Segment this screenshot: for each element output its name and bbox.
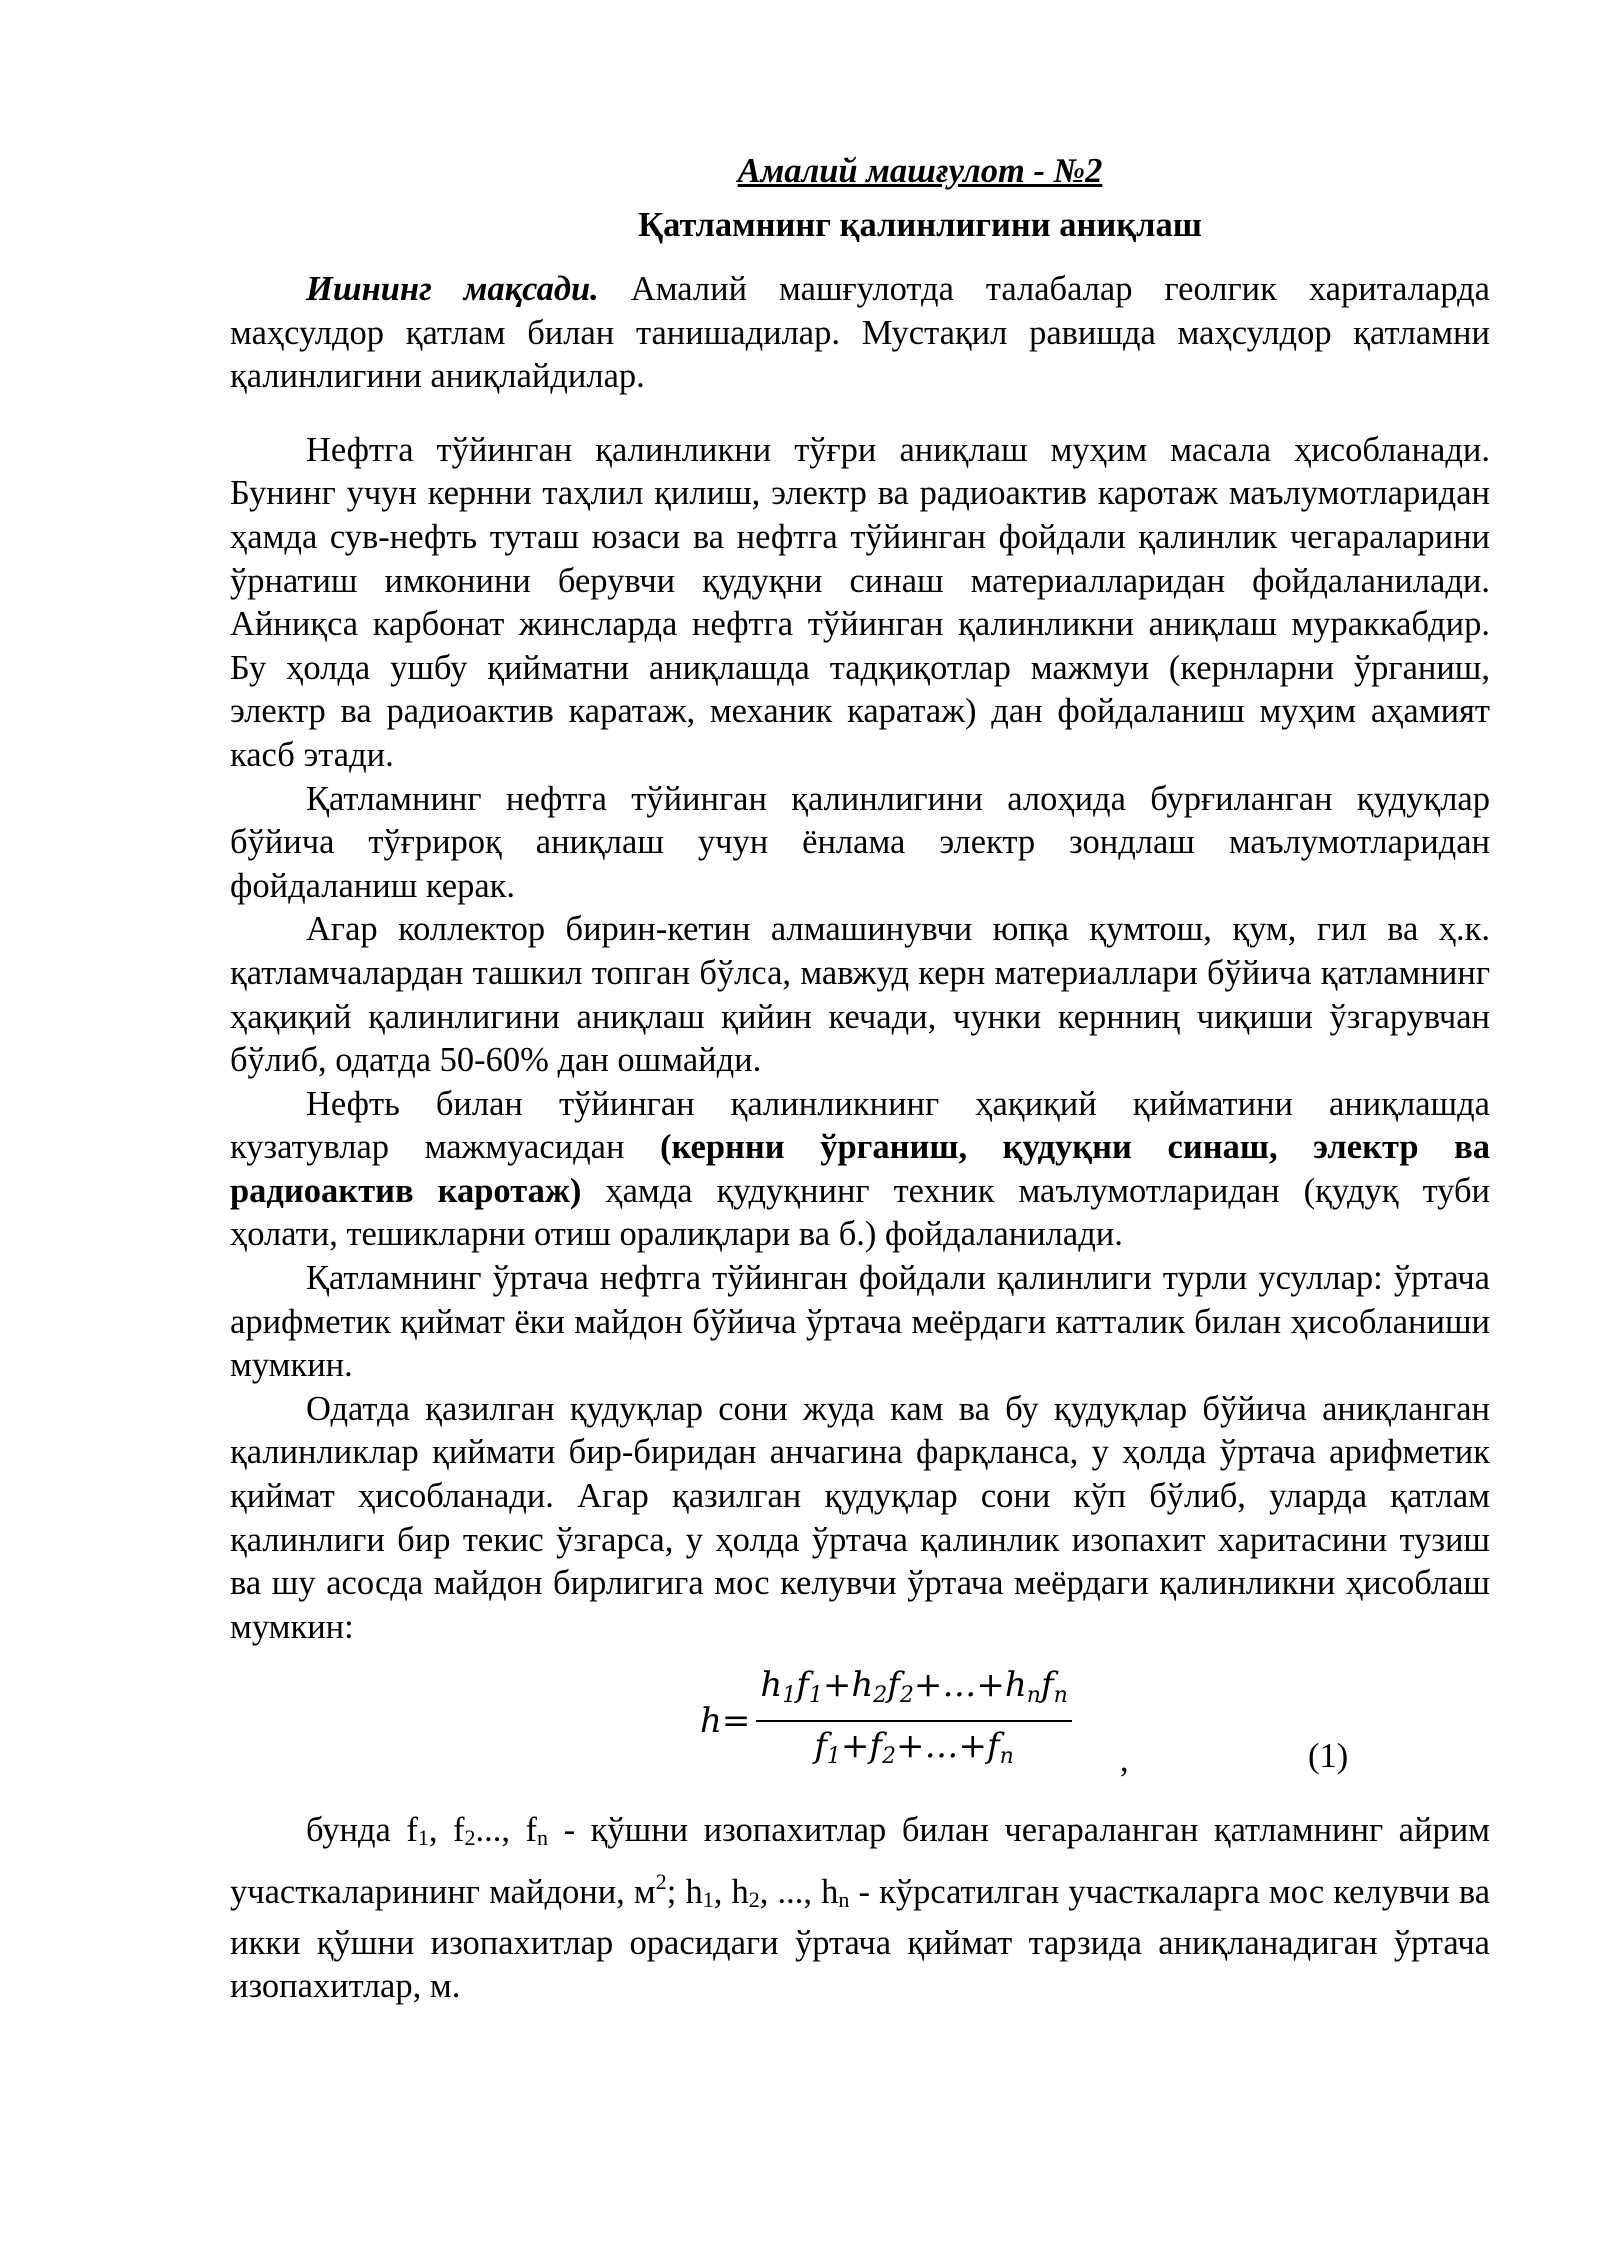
formula-fraction xyxy=(756,1665,1071,1777)
formula-numerator: $h_1f_1+h_2f_2+\dots+h_nf_n$ xyxy=(756,1665,1071,1722)
goal-text: Амалий машғулотда талабалар геолгик хариталарда маҳсулдор қатлам билан танишадилар. Мустақил равишда маҳсулдор қатламни қалинлигини аниқлайдилар. xyxy=(230,270,1490,396)
paragraph-1: Нефтга тўйинган қалинликни тўғри аниқлаш муҳим масала ҳисобланади. Бунинг учун кернни таҳлил қилиш, электр ва радиоактив каротаж маълумотларидан ҳамда сув-нефть туташ юзаси ва нефтга тўйинган фойдали қалинлик чегараларини ўрнатиш имконини берувчи қудуқни синаш материалларидан фойдаланилади. Айниқса карбонат жинсларда нефтга тўйинган қалинликни аниқлаш мураккабдир. Бу ҳолда ушбу қийматни аниқлашда тадқиқотлар мажмуи (кернларни ўрганиш, электр ва радиоактив каратаж, механик каратаж) дан фойдаланиш муҳим аҳамият касб этади. xyxy=(230,430,1490,774)
paragraph-4 xyxy=(230,1083,1490,1257)
practical-title: Амалий машғулот - №2 xyxy=(737,152,1103,190)
paragraph-6: Одатда қазилган қудуқлар сони жуда кам ва бу қудуқлар бўйича аниқланган қалинликлар қиймати бир-биридан анчагина фарқланса, у ҳолда ўртача арифметик қиймат ҳисобланади. Агар қазилган қудуқлар сони кўп бўлиб, уларда қатлам қалинлиги бир текис ўзгарса, у ҳолда ўртача қалинлик изопахит харитасини тузиш ва шу асосда майдон бирлигига мос келувчи ўртача меёрдаги қалинликни ҳисоблаш мумкин: xyxy=(230,1389,1490,1646)
formula-1 xyxy=(700,1665,1072,1770)
formula-lhs: h= xyxy=(700,1700,751,1741)
goal-label: Ишнинг мақсади. xyxy=(306,270,599,308)
goal-paragraph xyxy=(230,268,1490,399)
paragraph-4-bold: (кернни ўрганиш, қудуқни синаш, электр ва радиоактив каротаж) xyxy=(230,1128,1490,1210)
explanation-paragraph: бунда f1, f2..., fn - қўшни изопахитлар билан чегараланган қатламнинг айрим участкаларининг майдони, $м^2$; h1, h2, ..., hn - кўрсатилган участкаларга мос келувчи ва икки қўшни изопахитлар орасидаги ўртача қиймат тарзида аниқланадиган ўртача изопахитлар, м. xyxy=(230,1811,1491,2006)
topic-title: Қатламнинг қалинлигини аниқлаш xyxy=(638,206,1202,244)
paragraph-4-start: Нефть билан тўйинган қалинликнинг ҳақиқий қийматини аниқлашда кузатувлар мажмуасидан xyxy=(230,1084,1490,1167)
formula-denominator: $f_1+f_2+\dots+f_n$ xyxy=(814,1726,1014,1770)
paragraph-4-end: ҳамда қудуқнинг техник маълумотларидан (қудуқ туби ҳолати, тешикларни отиш оралиқлари ва б.) фойдаланилади. xyxy=(230,1171,1490,1254)
paragraph-5: Қатламнинг ўртача нефтга тўйинган фойдали қалинлиги турли усуллар: ўртача арифметик қиймат ёки майдон бўйича ўртача меёрдаги катталик билан ҳисобланиши мумкин. xyxy=(230,1259,1490,1385)
formula-comma: , xyxy=(1120,1741,1129,1780)
paragraph-3: Агар коллектор бирин-кетин алмашинувчи юпқа қумтош, қум, гил ва ҳ.к. қатламчалардан ташкил топган бўлса, мавжуд керн материаллари бўйича қатламнинг ҳақиқий қалинлигини аниқлаш қийин кечади, чунки кернниң чиқиши ўзгарувчан бўлиб, одатда 50-60% дан ошмайди. xyxy=(230,910,1490,1080)
equation-number: (1) xyxy=(1308,1737,1349,1776)
formula-block xyxy=(230,1665,1490,1801)
paragraph-2: Қатламнинг нефтга тўйинган қалинлигини алоҳида бурғиланган қудуқлар бўйича тўғрироқ аниқлаш учун ёнлама электр зондлаш маълумотларидан фойдаланиш керак. xyxy=(230,779,1490,905)
document-page xyxy=(230,150,1490,2009)
